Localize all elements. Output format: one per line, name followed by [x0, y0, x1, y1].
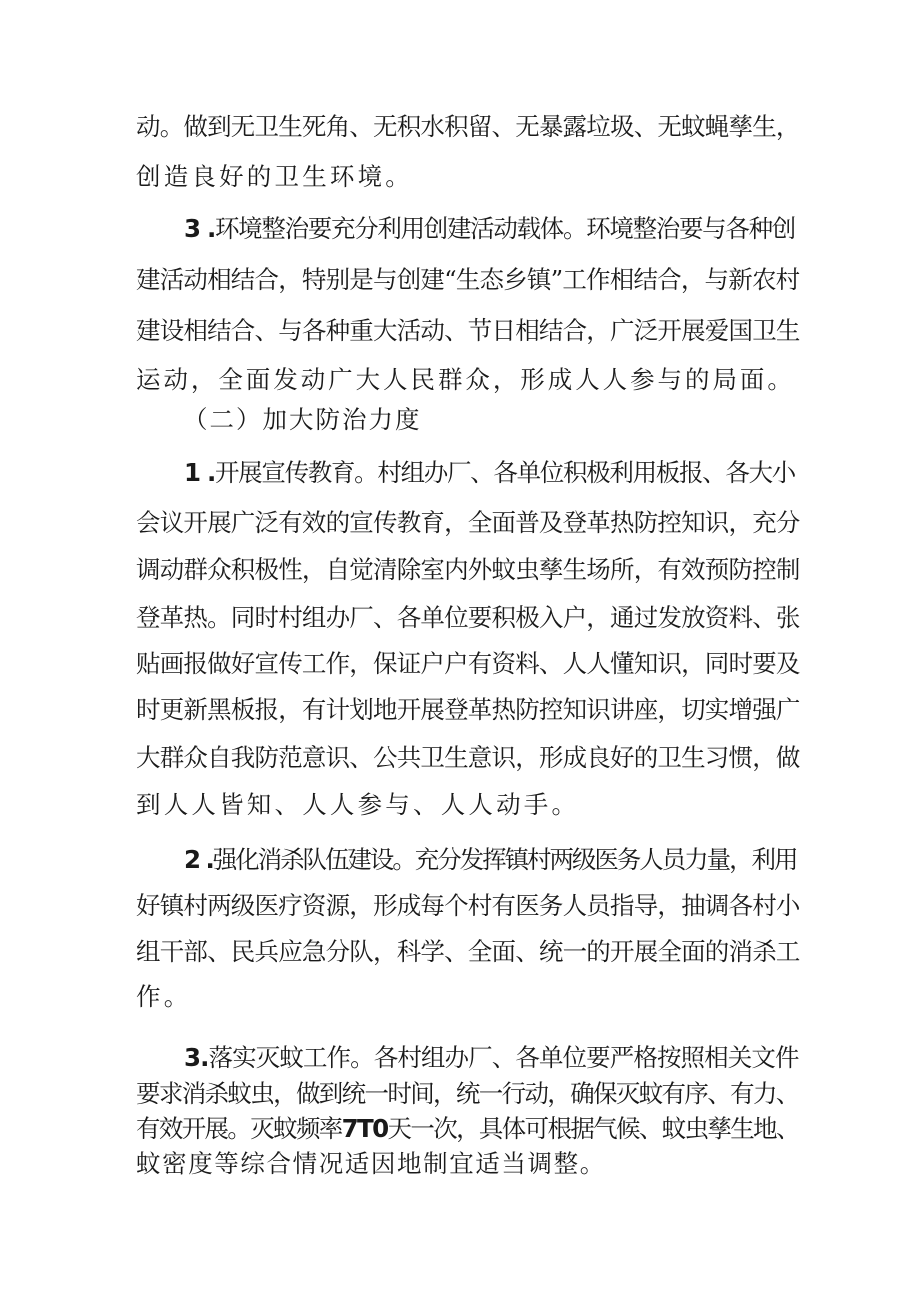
paragraph-line: 贴画报做好宣传工作，保证户户有资料、人人懂知识，同时要及 [136, 649, 800, 678]
numbered-paragraph-first-line [184, 211, 795, 247]
paragraph-text: 有效开展。灭蚊频率 [136, 1114, 342, 1143]
paragraph-line: 会议开展广泛有效的宣传教育，全面普及登革热防控知识，充分 [136, 508, 800, 537]
paragraph-line: 时更新黑板报，有计划地开展登革热防控知识讲座，切实增强广 [136, 695, 800, 724]
paragraph-text: 落实灭蚊工作。各村组办厂、各单位要严格按照相关文件 [208, 1043, 799, 1072]
item-number: 2 . [184, 845, 213, 874]
paragraph-line: 建设相结合、与各种重大活动、节日相结合，广泛开展爱国卫生 [136, 316, 800, 345]
paragraph-line [136, 1111, 799, 1147]
item-number: 1 . [184, 458, 215, 487]
paragraph-line: 组干部、民兵应急分队，科学、全面、统一的开展全面的消杀工 [136, 937, 800, 966]
paragraph-line: 创造良好的卫生环境。 [136, 162, 413, 191]
paragraph-text: 开展宣传教育。村组办厂、各单位积极利用板报、各大小 [214, 458, 795, 487]
paragraph-line: 要求消杀蚊虫，做到统一时间，统一行动，确保灭蚊有序、有力、 [136, 1079, 799, 1108]
paragraph-line: 建活动相结合，特别是与创建“生态乡镇”工作相结合，与新农村 [136, 265, 800, 294]
paragraph-line: 登革热。同时村组办厂、各单位要积极入户，通过发放资料、张 [136, 603, 800, 632]
paragraph-line: 作。 [136, 982, 192, 1011]
section-heading: （二）加大防治力度 [183, 405, 422, 434]
paragraph-line: 蚊密度等综合情况适因地制宜适当调整。 [136, 1149, 606, 1178]
numbered-paragraph-first-line [184, 455, 795, 491]
paragraph-line: 到人人皆知、人人参与、人人动手。 [136, 790, 580, 819]
item-number: 3 . [184, 214, 215, 243]
item-number: 3. [184, 1043, 209, 1072]
paragraph-text: 强化消杀队伍建设。充分发挥镇村两级医务人员力量，利用 [212, 845, 797, 874]
numbered-paragraph-first-line [184, 1040, 799, 1076]
paragraph-line: 动。做到无卫生死角、无积水积留、无暴露垃圾、无蚊蝇孳生， [136, 112, 800, 141]
paragraph-line: 大群众自我防范意识、公共卫生意识，形成良好的卫生习惯，做 [136, 743, 800, 772]
paragraph-text: 环境整治要充分利用创建活动载体。环境整治要与各种创 [214, 214, 795, 243]
frequency-value: 7T0 [341, 1114, 388, 1143]
numbered-paragraph-first-line [184, 842, 796, 878]
paragraph-line: 好镇村两级医疗资源，形成每个村有医务人员指导，抽调各村小 [136, 891, 800, 920]
paragraph-line: 调动群众积极性，自觉清除室内外蚊虫孳生场所，有效预防控制 [136, 555, 800, 584]
paragraph-text: 天一次，具体可根据气候、蚊虫孳生地、 [387, 1114, 799, 1143]
paragraph-line: 运动，全面发动广大人民群众，形成人人参与的局面。 [136, 365, 795, 394]
